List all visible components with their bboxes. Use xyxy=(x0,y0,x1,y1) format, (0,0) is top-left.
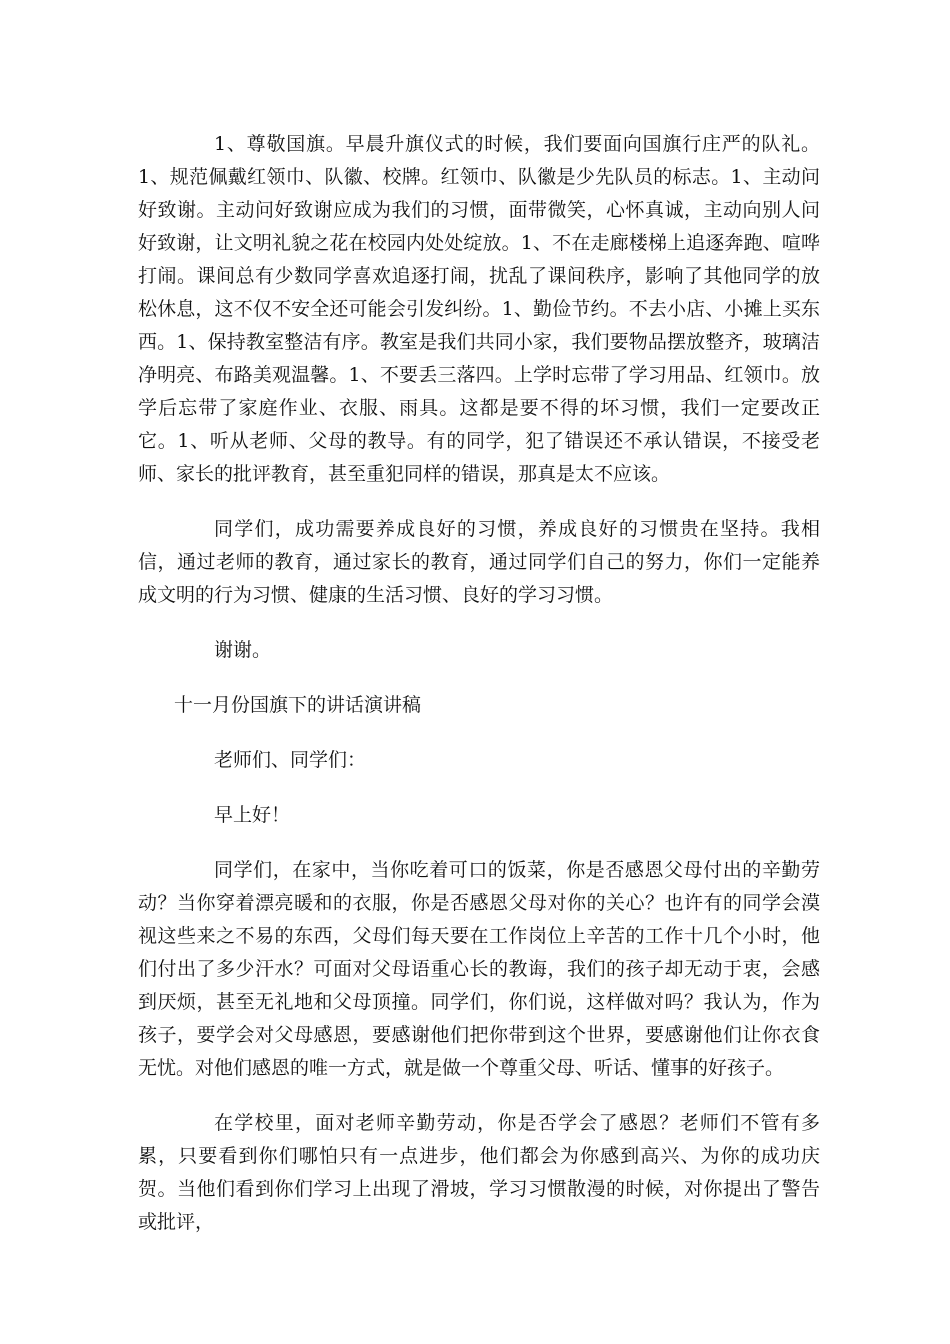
paragraph-thanks: 谢谢。 xyxy=(214,639,272,661)
paragraph-gap xyxy=(138,722,820,744)
paragraph-habits-list: 1、尊敬国旗。早晨升旗仪式的时候，我们要面向国旗行庄严的队礼。1、规范佩戴红领巾、队徽、校牌。红领巾、队徽是少先队员的标志。1、主动问好致谢。主动问好致谢应成为我们的习惯，面带微笑，心怀真诚，主动向别人问好致谢，让文明礼貌之花在校园内处处绽放。1、不在走廊楼梯上追逐奔跑、喧哗打闹。课间总有少数同学喜欢追逐打闹，扰乱了课间秩序，影响了其他同学的放松休息，这不仅不安全还可能会引发纠纷。1、勤俭节约。不去小店、小摊上买东西。1、保持教室整洁有序。教室是我们共同小家，我们要物品摆放整齐，玻璃洁净明亮、布路美观温馨。1、不要丢三落四。上学时忘带了学习用品、红领巾。放学后忘带了家庭作业、衣服、雨具。这都是要不得的坏习惯，我们一定要改正它。1、听从老师、父母的教导。有的同学，犯了错误还不承认错误，不接受老师、家长的批评教育，甚至重犯同样的错误，那真是太不应该。 xyxy=(138,133,820,485)
speech-greeting: 早上好！ xyxy=(214,804,291,826)
paragraph-gap xyxy=(138,777,820,799)
paragraph-family-gratitude: 同学们，在家中，当你吃着可口的饭菜，你是否感恩父母付出的辛勤劳动？当你穿着漂亮暖和的衣服，你是否感恩父母对你的关心？也许有的同学会漠视这些来之不易的东西，父母们每天要在工作岗位上辛苦的工作十几个小时，他们付出了多少汗水？可面对父母语重心长的教诲，我们的孩子却无动于衷，会感到厌烦，甚至无礼地和父母顶撞。同学们，你们说，这样做对吗？我认为，作为孩子，要学会对父母感恩，要感谢他们把你带到这个世界，要感谢他们让你衣食无忧。对他们感恩的唯一方式，就是做一个尊重父母、听话、懂事的好孩子。 xyxy=(138,859,820,1079)
paragraph-gap xyxy=(138,612,820,634)
paragraph-gap xyxy=(138,667,820,689)
paragraph-gap xyxy=(138,832,820,854)
speech-heading: 十一月份国旗下的讲话演讲稿 xyxy=(174,694,422,716)
paragraph-gap xyxy=(138,491,820,513)
paragraph-school-gratitude: 在学校里，面对老师辛勤劳动，你是否学会了感恩？老师们不管有多累，只要看到你们哪怕只有一点进步，他们都会为你感到高兴、为你的成功庆贺。当他们看到你们学习上出现了滑坡，学习习惯散漫的时候，对你提出了警告或批评， xyxy=(138,1112,820,1233)
paragraph-gap xyxy=(138,1085,820,1107)
speech-salutation: 老师们、同学们： xyxy=(214,749,367,771)
document-page xyxy=(138,128,820,1239)
paragraph-conclusion: 同学们，成功需要养成良好的习惯，养成良好的习惯贵在坚持。我相信，通过老师的教育，通过家长的教育，通过同学们自己的努力，你们一定能养成文明的行为习惯、健康的生活习惯、良好的学习习惯。 xyxy=(138,518,820,606)
